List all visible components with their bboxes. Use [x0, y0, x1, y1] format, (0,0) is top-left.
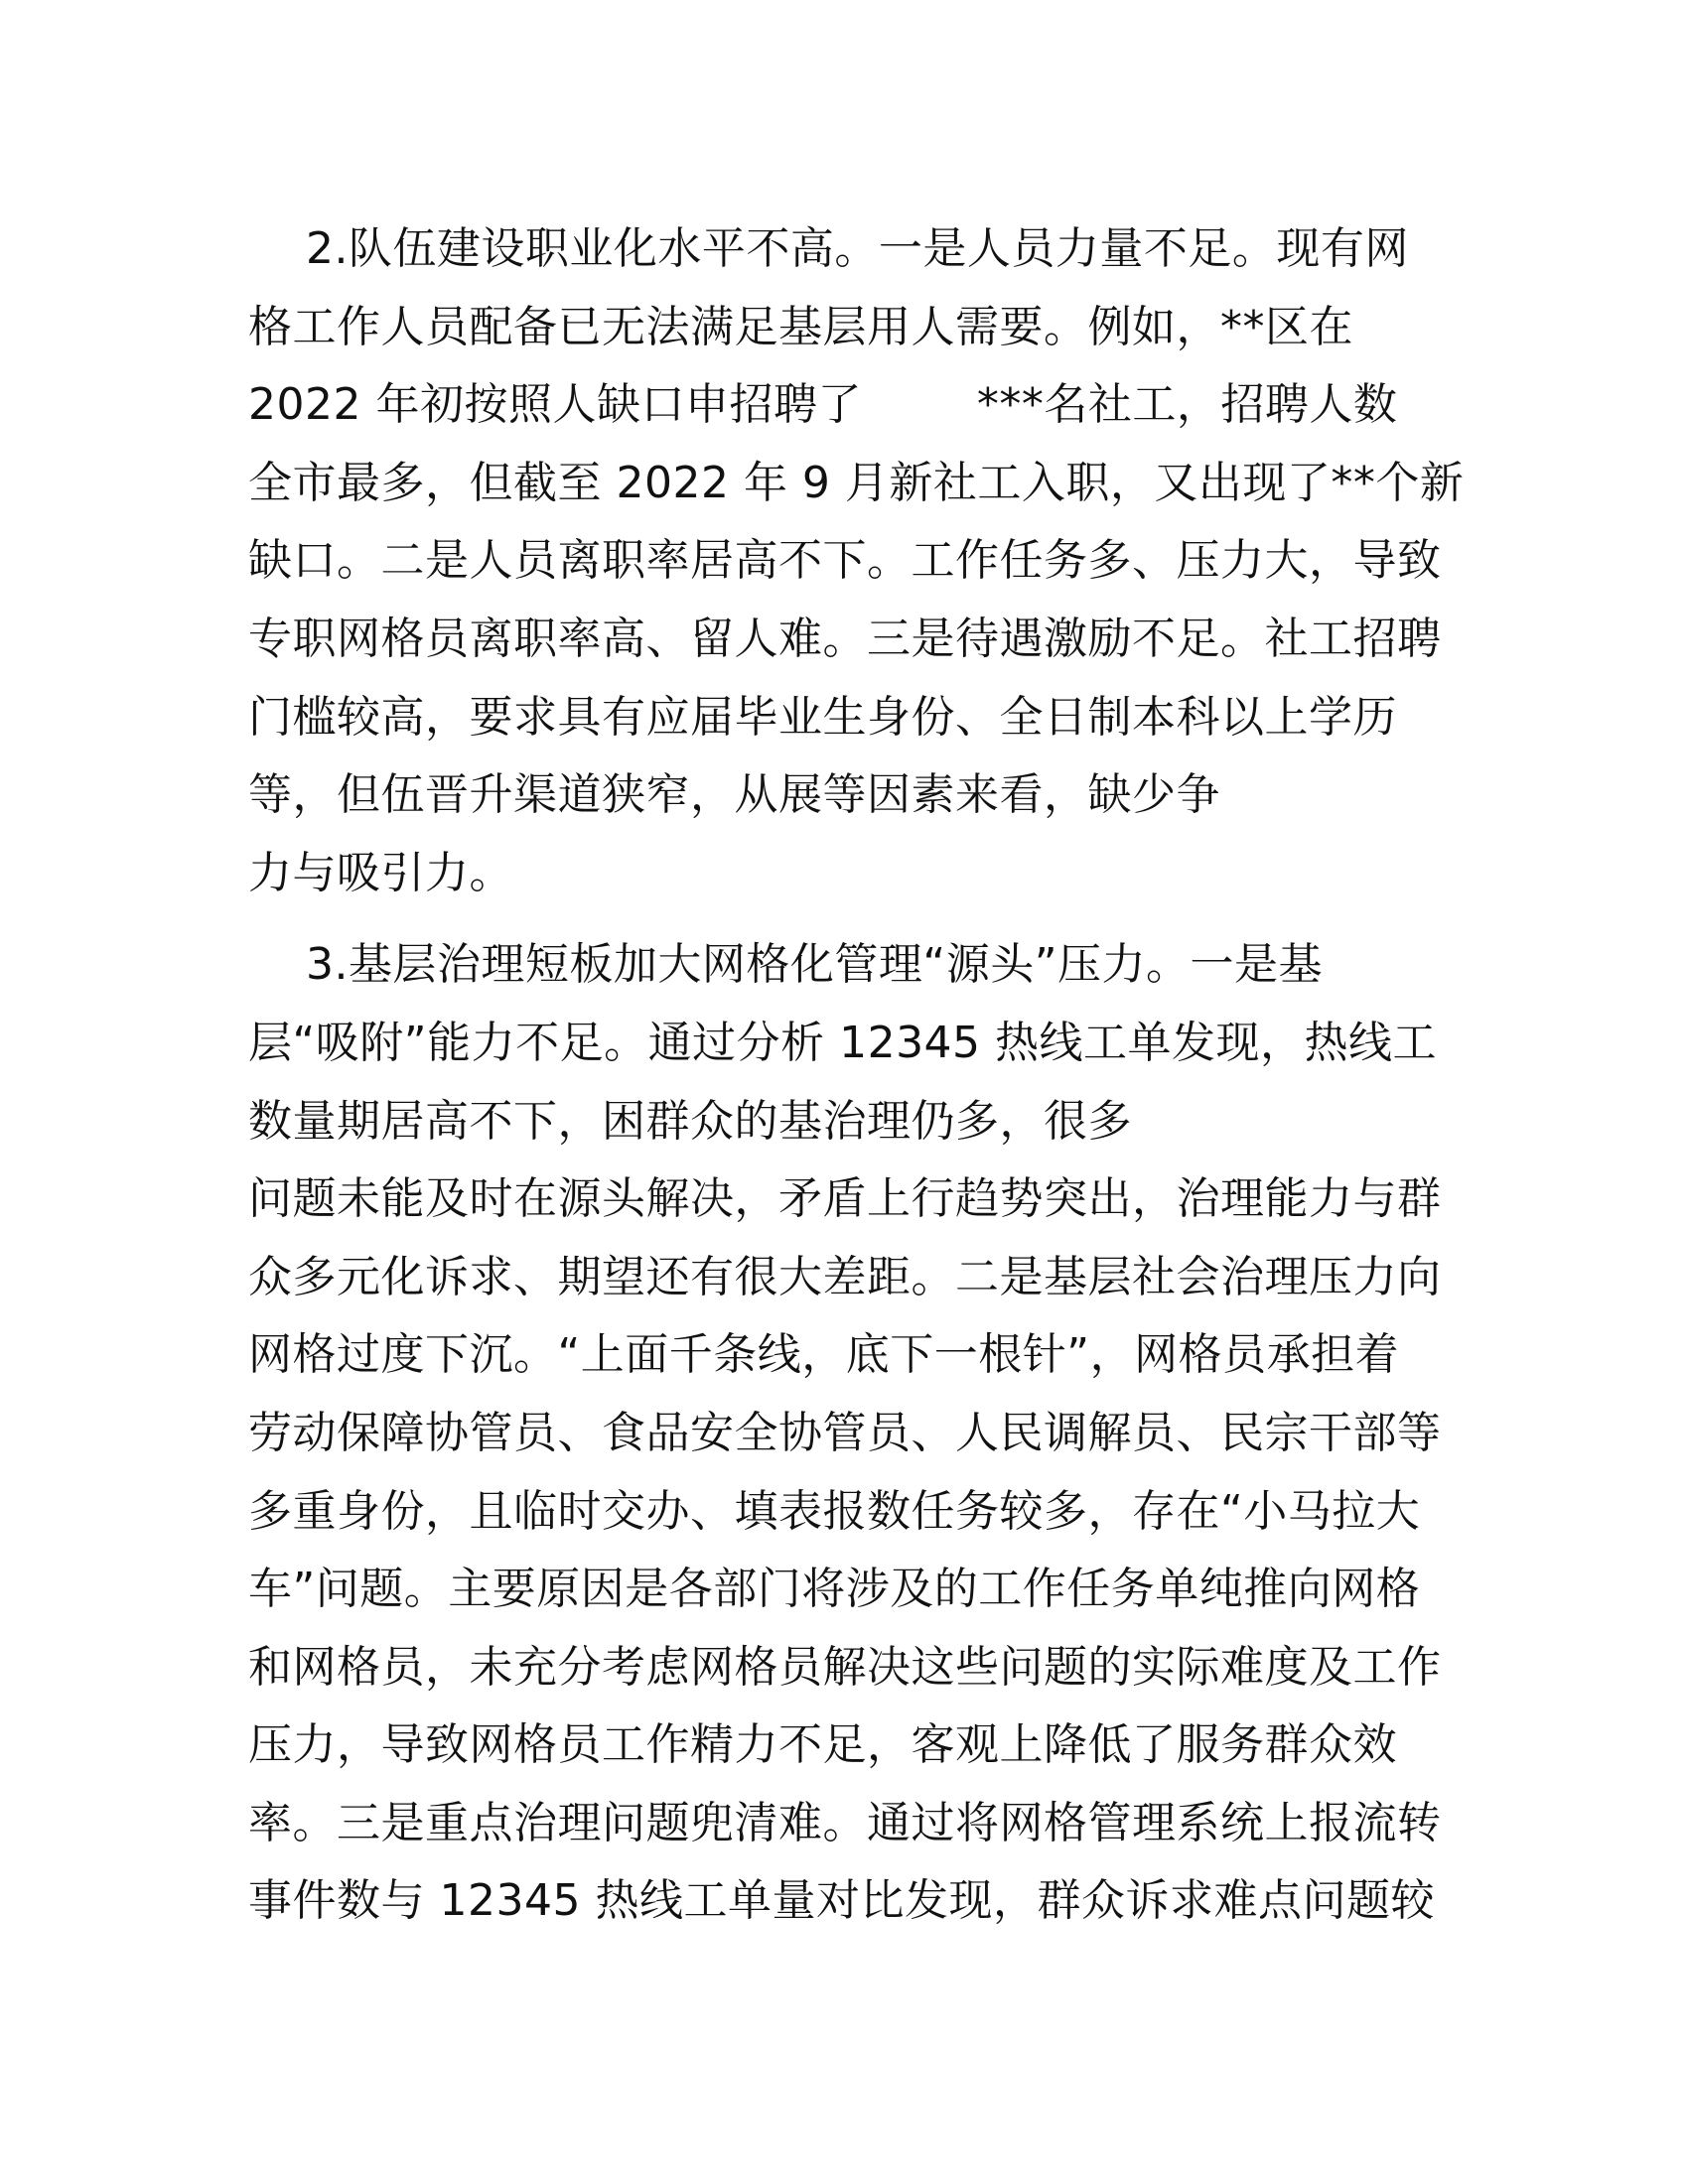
- text-line: 多重身份，且临时交办、填表报数任务较多，存在“小马拉大: [248, 1485, 1421, 1537]
- text-line: 专职网格员离职率高、留人难。三是待遇激励不足。社工招聘: [248, 613, 1442, 664]
- text-line: 和网格员，未充分考虑网格员解决这些问题的实际难度及工作: [248, 1641, 1442, 1693]
- paragraph-gap: [248, 912, 1440, 926]
- text-line: 劳动保障协管员、食品安全协管员、人民调解员、民宗干部等: [248, 1407, 1442, 1458]
- text-line: 数量期居高不下，困群众的基治理仍多，很多: [248, 1095, 1132, 1147]
- text-line: 2022 年初按照人缺口申招聘了 ***名社工，招聘人数: [248, 379, 1398, 431]
- text-line: 3.基层治理短板加大网格化管理“源头”压力。一是基: [248, 939, 1324, 991]
- text-line: 力与吸引力。: [248, 847, 513, 898]
- text-line: 率。三是重点治理问题兜清难。通过将网格管理系统上报流转: [248, 1797, 1442, 1848]
- paragraph-2: [248, 210, 1465, 912]
- text-line: 等，但伍晋升渠道狭窄，从展等因素来看，缺少争: [248, 769, 1220, 821]
- text-line: 众多元化诉求、期望还有很大差距。二是基层社会治理压力向: [248, 1251, 1442, 1302]
- text-line: 缺口。二是人员离职率居高不下。工作任务多、压力大，导致: [248, 535, 1442, 587]
- text-line: 问题未能及时在源头解决，矛盾上行趋势突出，治理能力与群: [248, 1173, 1442, 1225]
- body-text: [248, 210, 1465, 1941]
- text-line: 网格过度下沉。“上面千条线，底下一根针”，网格员承担着: [248, 1329, 1400, 1381]
- text-line: 2.队伍建设职业化水平不高。一是人员力量不足。现有网: [248, 223, 1409, 274]
- text-line: 事件数与 12345 热线工单量对比发现，群众诉求难点问题较: [248, 1875, 1435, 1927]
- text-line: 压力，导致网格员工作精力不足，客观上降低了服务群众效: [248, 1719, 1397, 1771]
- text-line: 全市最多，但截至 2022 年 9 月新社工入职，又出现了**个新: [248, 457, 1465, 508]
- text-line: 门槛较高，要求具有应届毕业生身份、全日制本科以上学历: [248, 691, 1397, 743]
- paragraph-3: [248, 926, 1440, 1941]
- text-line: 车”问题。主要原因是各部门将涉及的工作任务单纯推向网格: [248, 1564, 1421, 1615]
- text-line: 格工作人员配备已无法满足基层用人需要。例如，**区在: [248, 301, 1353, 352]
- text-line: 层“吸附”能力不足。通过分析 12345 热线工单发现，热线工: [248, 1017, 1438, 1068]
